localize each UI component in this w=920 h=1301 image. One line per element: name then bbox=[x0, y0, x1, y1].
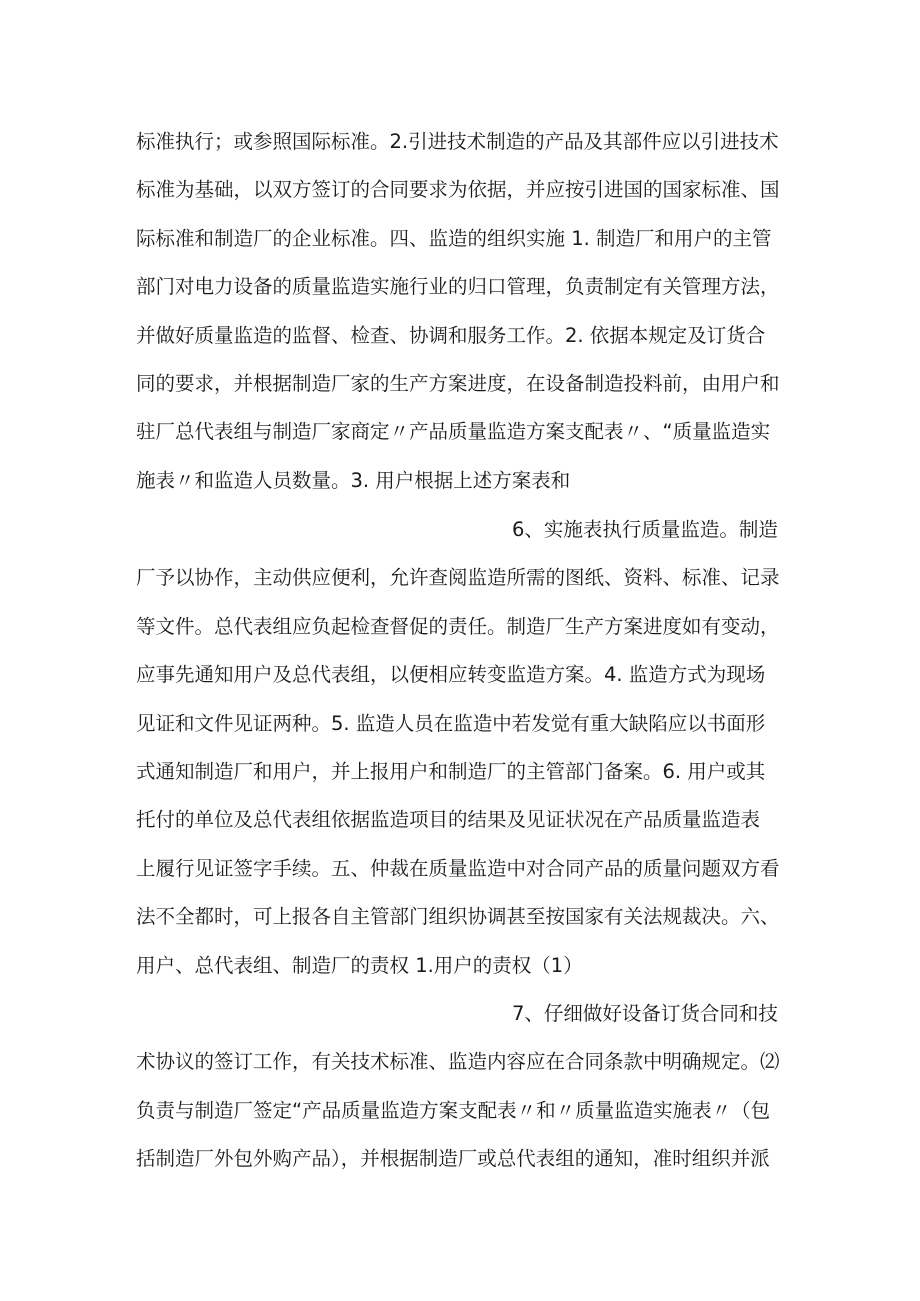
text-line: 部门对电力设备的质量监造实施行业的归口管理，负责制定有关管理方法， bbox=[136, 275, 780, 299]
text-line: 厂予以协作，主动供应便利，允许查阅监造所需的图纸、资料、标准、记录 bbox=[136, 566, 780, 590]
text-line: 施表〃和监造人员数量。3. 用户根据上述方案表和 bbox=[136, 468, 571, 492]
text-line: 托付的单位及总代表组依据监造项目的结果及见证状况在产品质量监造表 bbox=[136, 808, 761, 832]
text-line: 6、实施表执行质量监造。制造 bbox=[512, 518, 778, 541]
text-line: 7、仔细做好设备订货合同和技 bbox=[512, 1002, 778, 1025]
text-line: 法不全都时，可上报各自主管部门组织协调甚至按国家有关法规裁决。六、 bbox=[136, 905, 780, 929]
text-line: 括制造厂外包外购产品），并根据制造厂或总代表组的通知，准时组织并派 bbox=[136, 1147, 770, 1171]
text-line: 用户、总代表组、制造厂的责权 1.用户的责权（1） bbox=[136, 953, 583, 977]
text-line: 等文件。总代表组应负起检查督促的责任。制造厂生产方案进度如有变动， bbox=[136, 614, 780, 638]
text-line: 驻厂总代表组与制造厂家商定〃产品质量监造方案支配表〃、“质量监造实 bbox=[136, 420, 771, 444]
text-line: 同的要求，并根据制造厂家的生产方案进度，在设备制造投料前，由用户和 bbox=[136, 372, 780, 395]
text-line: 见证和文件见证两种。5. 监造人员在监造中若发觉有重大缺陷应以书面形 bbox=[136, 711, 766, 735]
text-line: 并做好质量监造的监督、检查、协调和服务工作。2. 依据本规定及订货合 bbox=[136, 323, 766, 347]
text-line: 负责与制造厂签定“产品质量监造方案支配表〃和〃质量监造实施表〃（包 bbox=[136, 1098, 771, 1122]
text-line: 际标准和制造厂的企业标准。四、监造的组织实施 1. 制造厂和用户的主管 bbox=[136, 226, 772, 250]
text-line: 上履行见证签字手续。五、仲裁在质量监造中对合同产品的质量问题双方看 bbox=[136, 856, 780, 880]
text-line: 应事先通知用户及总代表组，以便相应转变监造方案。4. 监造方式为现场 bbox=[136, 663, 766, 687]
text-line: 式通知制造厂和用户，并上报用户和制造厂的主管部门备案。6. 用户或其 bbox=[136, 760, 766, 783]
text-line: 术协议的签订工作，有关技术标准、监造内容应在合同条款中明确规定。⑵ bbox=[136, 1050, 780, 1074]
text-line: 标准为基础，以双方签订的合同要求为依据，并应按引进国的国家标准、国 bbox=[136, 178, 780, 202]
text-line: 标准执行；或参照国际标准。2.引进技术制造的产品及其部件应以引进技术 bbox=[136, 130, 779, 153]
